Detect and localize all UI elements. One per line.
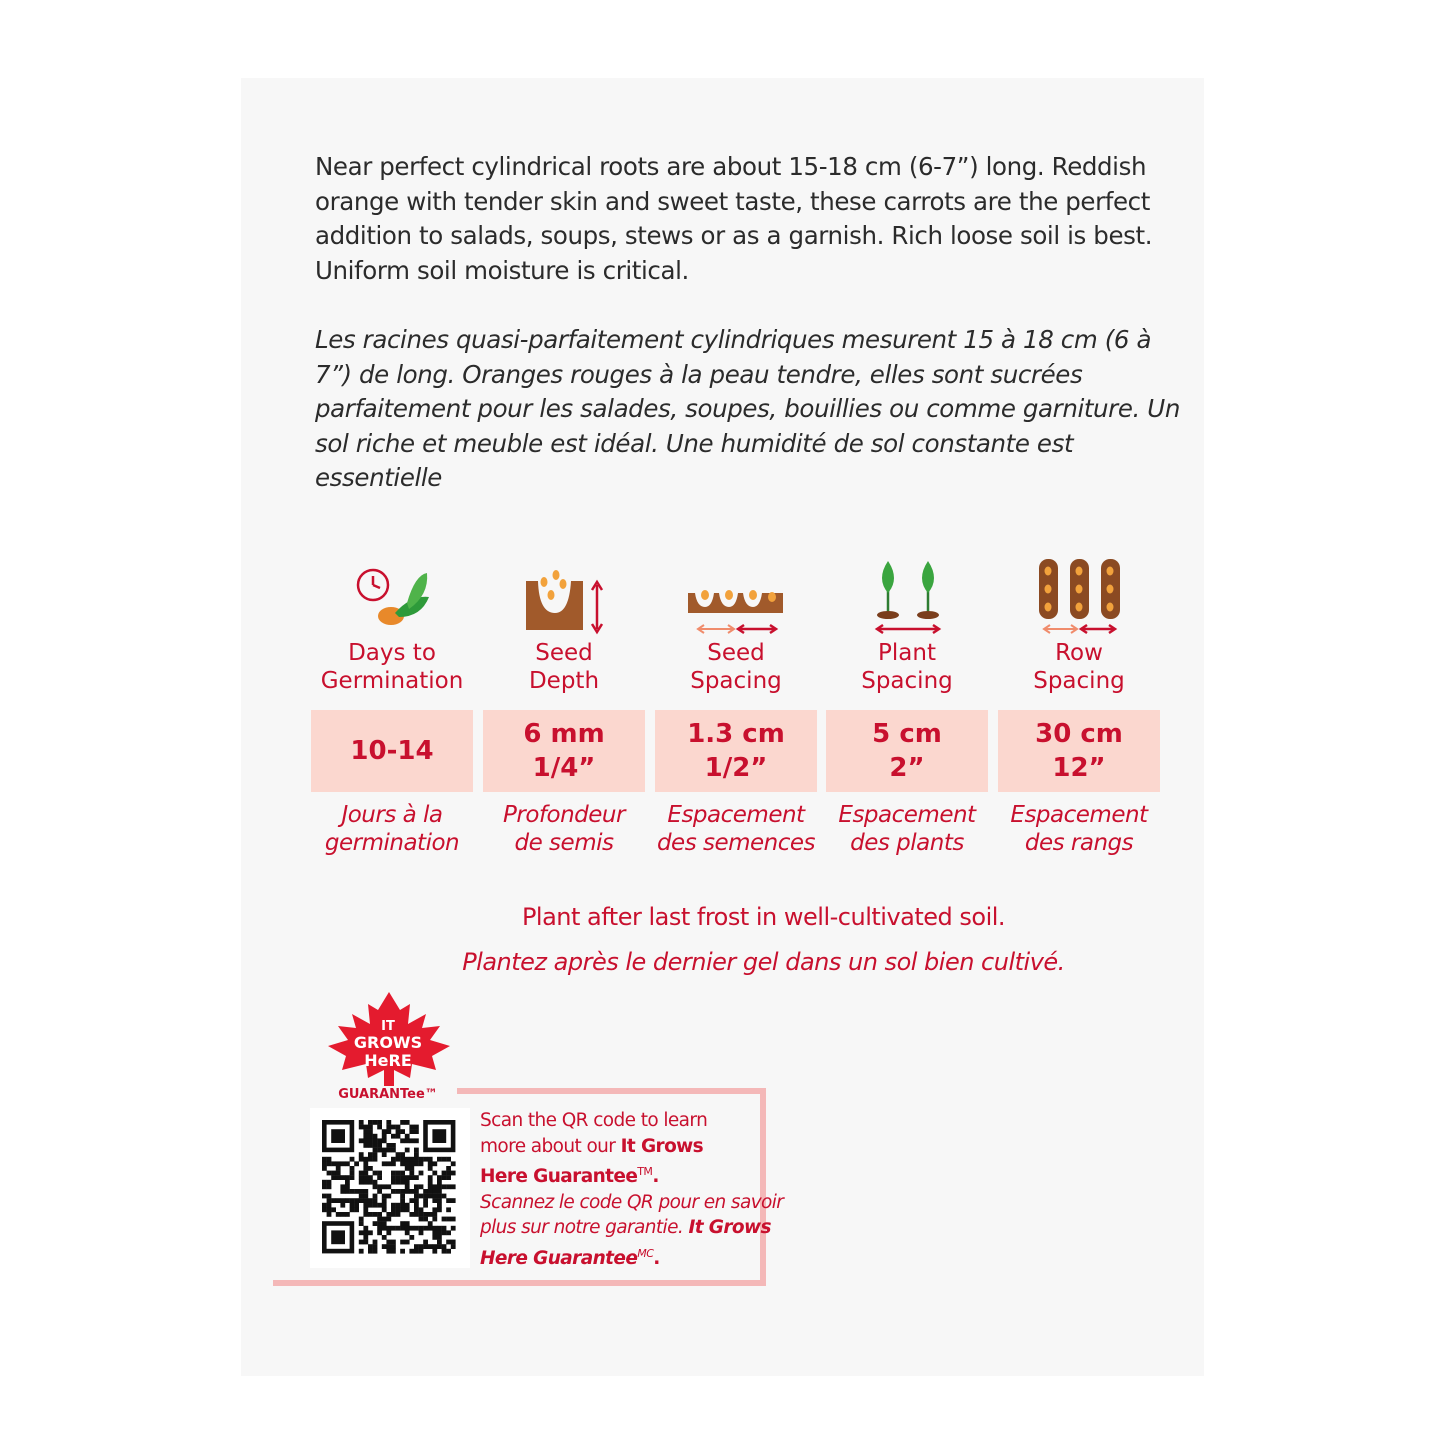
description-french: Les racines quasi-parfaitement cylindriques mesurent 15 à 18 cm (6 à 7”) de long. Oranges rouges à la peau tendre, elles sont sucrées parfaitement pour les salades, soupes, bouillies ou comme garniture. Un sol riche et meuble est idéal. Une humidité de sol constante est essentielle [315,325,1180,492]
planting-note-english: Plant after last frost in well-cultivated soil. [521,903,1006,931]
trademark-mark: MC [637,1246,654,1260]
planting-note-french: Plantez après le dernier gel dans un sol bien cultivé. [462,948,1065,976]
plant-spacing-icon [826,555,988,635]
qr-text-bold-french: It Grows [688,1217,771,1239]
spec-value-box: 1.3 cm 1/2” [655,710,817,792]
qr-text-bold-french: Here Guarantee [480,1247,638,1269]
qr-text-bold: It Grows [620,1135,704,1157]
qr-text-line: more about our [480,1135,621,1157]
qr-text-period: . [653,1247,660,1269]
qr-code-area [310,1108,470,1268]
logo-text: HeRE [364,1051,412,1070]
spec-label-french: Espacement des rangs [1010,802,1148,856]
spec-label: Row Spacing [1033,640,1125,694]
seed-spacing-icon [655,555,817,635]
logo-text: GUARANTee™ [338,1087,438,1102]
qr-text-line: Scan the QR code to learn [480,1110,708,1131]
qr-code[interactable] [310,1108,470,1268]
spec-label-french: Espacement des plants [838,802,976,856]
spec-value-box: 6 mm 1/4” [483,710,645,792]
spec-label: Seed Spacing [690,640,782,694]
row-spacing-icon [998,555,1160,635]
spec-label: Days to Germination [320,640,464,694]
spec-label: Plant Spacing [861,640,953,694]
spec-label-french: Espacement des semences [656,802,816,856]
qr-text-line-french: plus sur notre garantie. [480,1217,689,1239]
spec-label-french: Jours à la germination [324,802,460,856]
trademark-mark: TM [637,1165,653,1178]
spec-value-box: 30 cm 12” [998,710,1160,792]
seed-depth-icon [483,555,645,635]
qr-text-line-french: Scannez le code QR pour en savoir [480,1191,784,1213]
qr-text-period: . [652,1166,659,1188]
spec-value-box: 10-14 [311,710,473,792]
clock-seed-icon [311,555,473,635]
qr-text-bold: Here Guarantee [480,1166,638,1188]
logo-text: IT [381,1019,395,1034]
spec-label-french: Profondeur de semis [503,802,625,856]
guarantee-qr-text [480,1108,784,1271]
logo-text: GROWS [353,1033,423,1052]
spec-label: Seed Depth [528,640,600,694]
spec-value-box: 5 cm 2” [826,710,988,792]
maple-leaf-logo [322,990,457,1105]
description-english: Near perfect cylindrical roots are about 15-18 cm (6-7”) long. Reddish orange with tender skin and sweet taste, these carrots are the perfect addition to salads, soups, stews or as a garnish. Rich loose soil is best. Uniform soil moisture is critical. [315,152,1153,285]
